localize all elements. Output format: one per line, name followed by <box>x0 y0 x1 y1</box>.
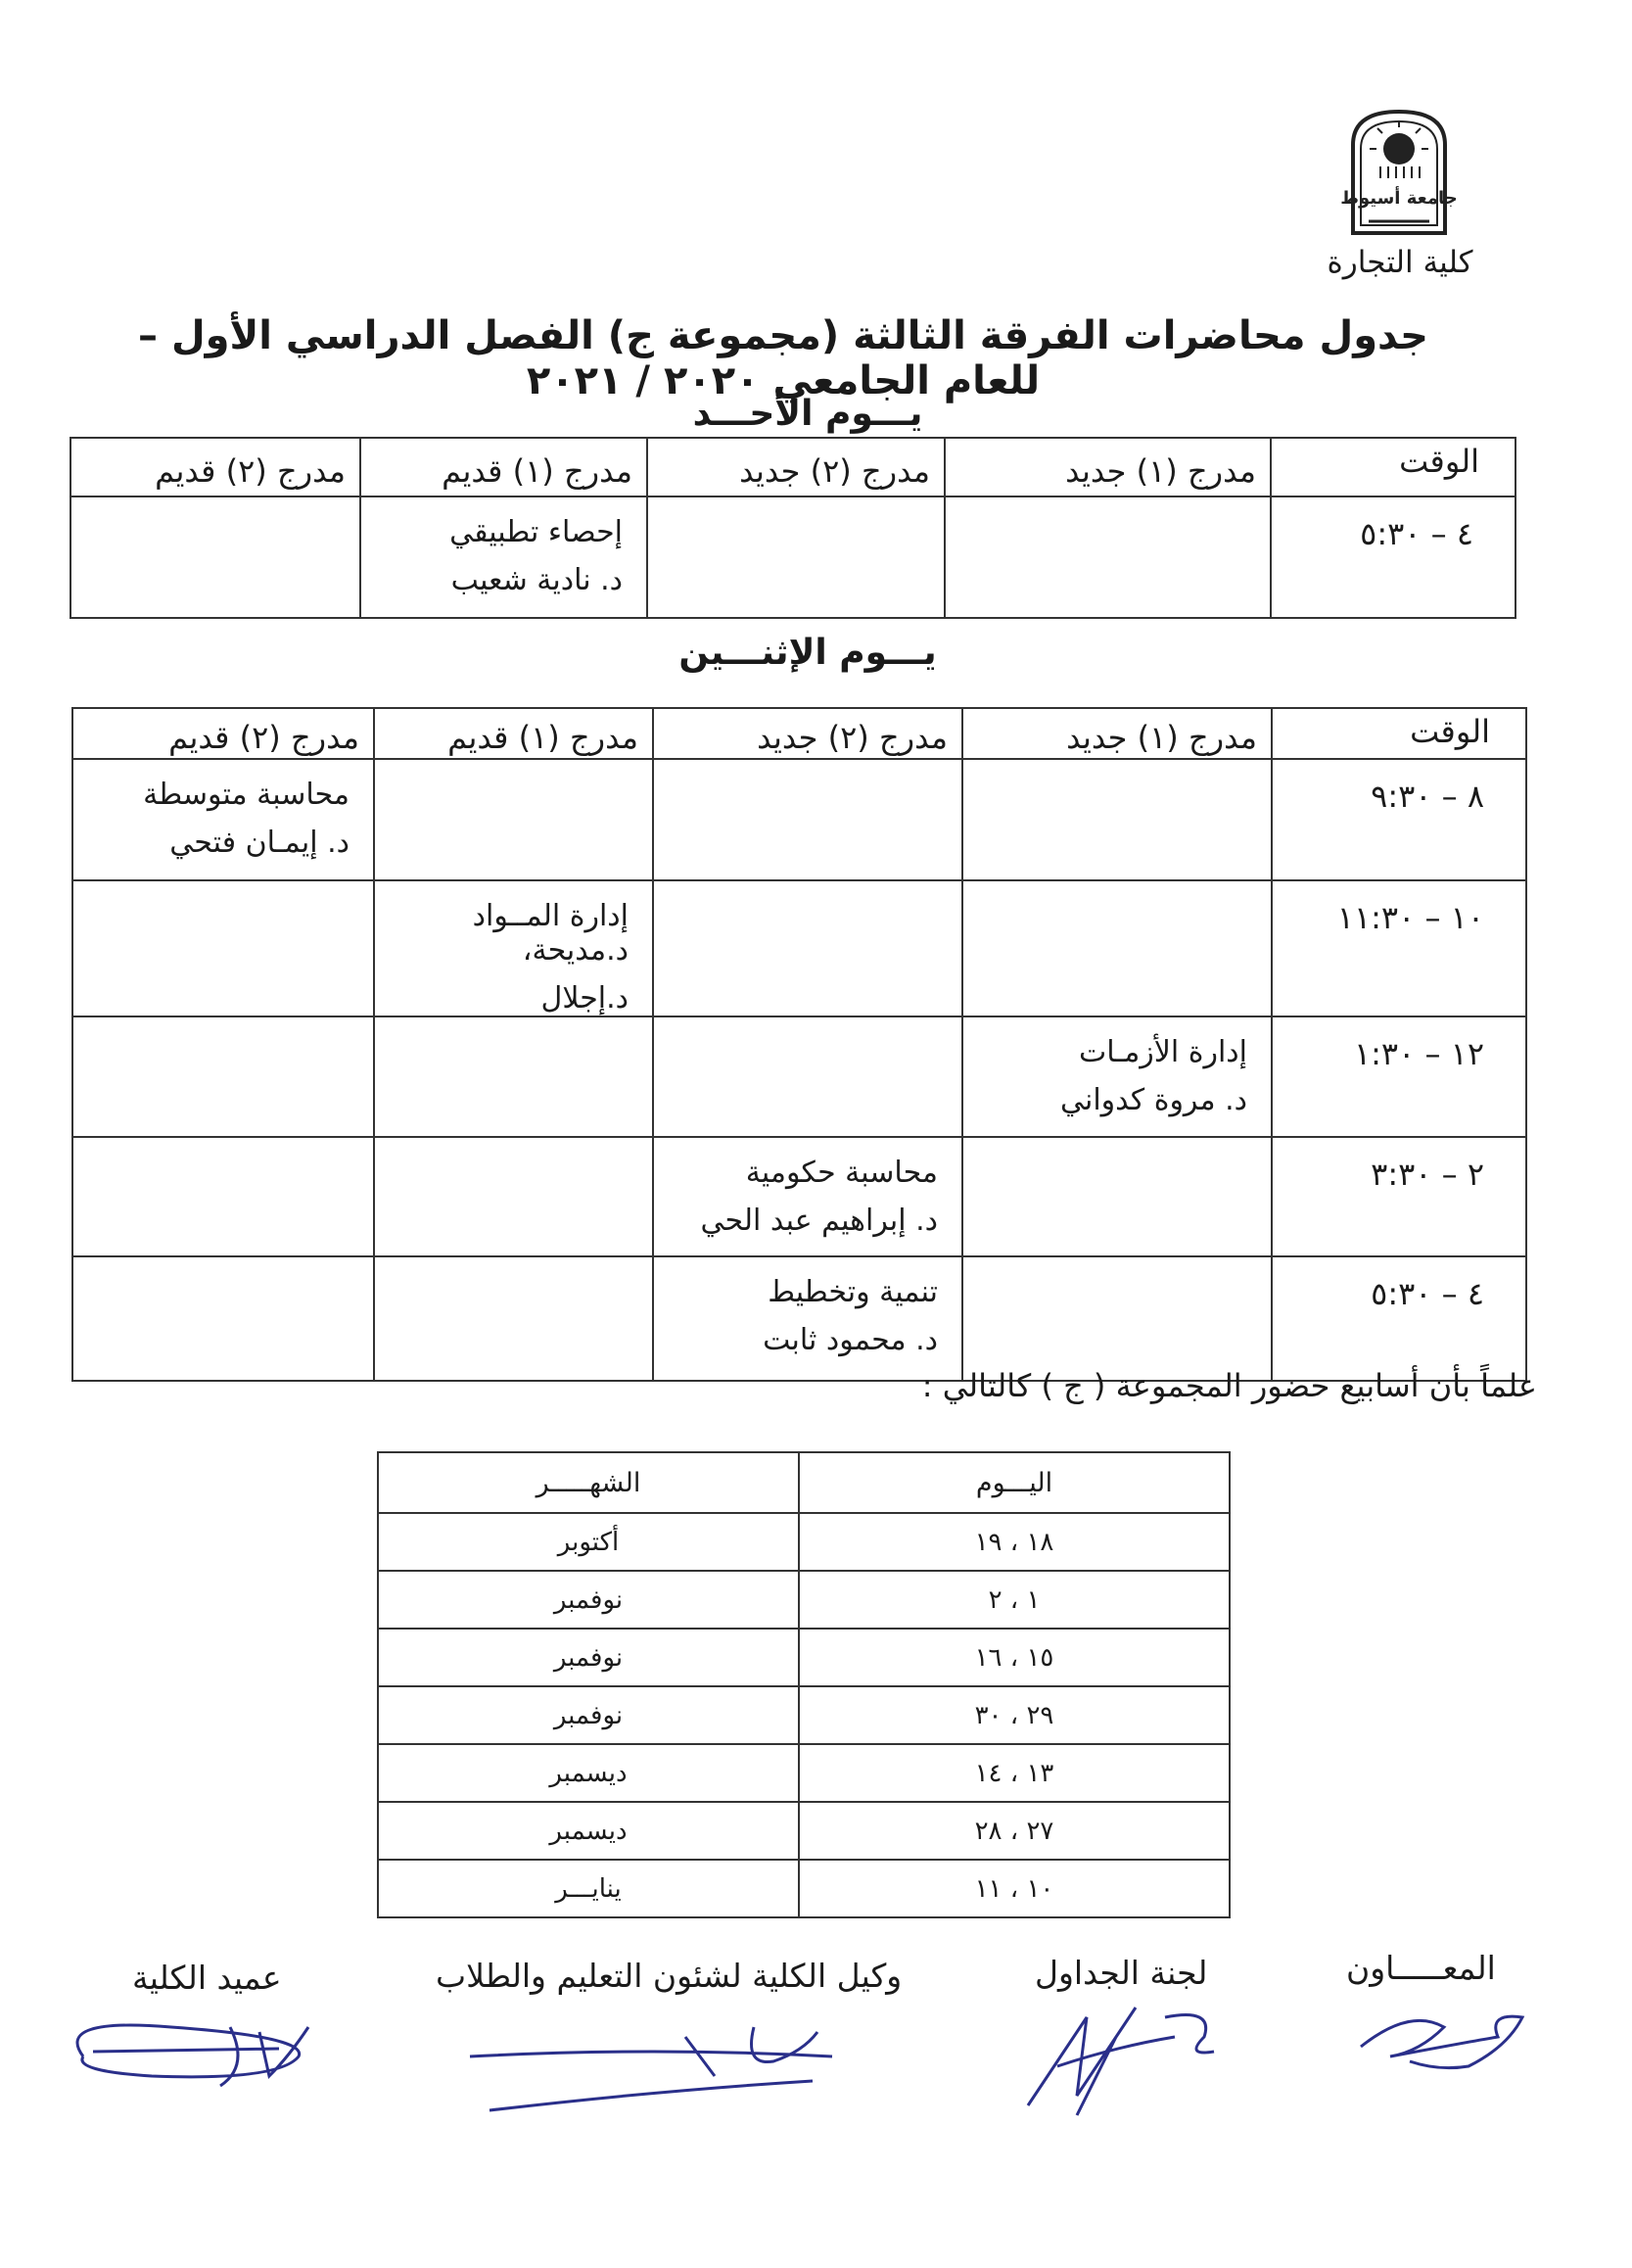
attendance-weeks-table <box>377 1451 1231 1918</box>
table-cell <box>653 1016 962 1137</box>
day-heading-monday: يـــوم الإثنـــين <box>678 633 937 673</box>
assistant-signature <box>1351 1988 1547 2086</box>
committee-signature <box>1018 1978 1253 2125</box>
col-header-hall1-old: مدرج (١) قديم <box>360 438 647 496</box>
table-cell <box>653 1256 962 1381</box>
sunday-schedule-table <box>70 437 1516 619</box>
table-cell <box>374 880 653 1016</box>
university-logo <box>1339 106 1459 238</box>
week-days: ٢٩ ، ٣٠ <box>799 1686 1230 1744</box>
time-slot: ٤ – ٥:٣٠ <box>1271 496 1515 618</box>
table-header-row <box>72 708 1526 759</box>
page-title: جدول محاضرات الفرقة الثالثة (مجموعة ج) الفصل الدراسي الأول – للعام الجامعي ٢٠٢٠ / ٢٠٢١ <box>138 313 1428 403</box>
table-cell <box>374 1137 653 1256</box>
signature-label-dean: عميد الكلية <box>132 1959 282 1997</box>
col-header-time: الوقت <box>1271 438 1515 496</box>
week-month: ينايـــر <box>378 1860 799 1917</box>
lecturer-name: د. مروة كدواني <box>1059 1083 1247 1117</box>
course-name: محاسبة حكومية <box>745 1156 938 1190</box>
table-cell <box>653 880 962 1016</box>
col-header-hall2-new: مدرج (٢) جديد <box>653 708 962 759</box>
table-row <box>72 1256 1526 1381</box>
col-header-hall1-new: مدرج (١) جديد <box>962 708 1272 759</box>
course-name: محاسبة متوسطة <box>143 778 350 812</box>
course-name: إدارة المــواد د.مديحة، <box>472 899 629 968</box>
week-days: ٢٧ ، ٢٨ <box>799 1802 1230 1860</box>
week-month: ديسمبر <box>378 1744 799 1802</box>
table-cell <box>374 759 653 880</box>
time-slot: ١٠ – ١١:٣٠ <box>1272 880 1526 1016</box>
time-slot: ٨ – ٩:٣٠ <box>1272 759 1526 880</box>
day-heading-sunday: يـــوم الأحـــد <box>692 394 923 434</box>
week-days: ١٥ ، ١٦ <box>799 1629 1230 1686</box>
table-row <box>72 1137 1526 1256</box>
lecturer-name: د. محمود ثابت <box>763 1323 938 1357</box>
table-cell <box>70 496 360 618</box>
time-slot: ٤ – ٥:٣٠ <box>1272 1256 1526 1381</box>
table-row <box>72 759 1526 880</box>
table-cell <box>962 1137 1272 1256</box>
time-slot: ١٢ – ١:٣٠ <box>1272 1016 1526 1137</box>
week-days: ١٣ ، ١٤ <box>799 1744 1230 1802</box>
week-month: أكتوبر <box>378 1513 799 1571</box>
col-header-time: الوقت <box>1272 708 1526 759</box>
monday-schedule-table <box>71 707 1527 1382</box>
course-name: إدارة الأزمـات <box>1079 1035 1247 1069</box>
week-month: نوفمبر <box>378 1686 799 1744</box>
table-cell <box>962 1016 1272 1137</box>
col-header-month: الشهـــــر <box>378 1452 799 1513</box>
table-row <box>72 1016 1526 1137</box>
col-header-hall2-old: مدرج (٢) قديم <box>72 708 374 759</box>
lecturer-name: د.إجلال <box>540 981 629 1016</box>
table-cell <box>72 759 374 880</box>
table-row <box>378 1860 1230 1917</box>
week-days: ١ ، ٢ <box>799 1571 1230 1629</box>
week-month: ديسمبر <box>378 1802 799 1860</box>
table-cell <box>653 1137 962 1256</box>
table-cell <box>72 1137 374 1256</box>
table-row <box>378 1686 1230 1744</box>
table-cell <box>962 759 1272 880</box>
table-cell <box>653 759 962 880</box>
table-cell <box>360 496 647 618</box>
table-cell <box>374 1016 653 1137</box>
table-cell <box>962 880 1272 1016</box>
attendance-note: علماً بأن أسابيع حضور المجموعة ( ج ) كالتالي : <box>921 1367 1537 1404</box>
col-header-hall2-old: مدرج (٢) قديم <box>70 438 360 496</box>
week-days: ١٨ ، ١٩ <box>799 1513 1230 1571</box>
time-slot: ٢ – ٣:٣٠ <box>1272 1137 1526 1256</box>
week-days: ١٠ ، ١١ <box>799 1860 1230 1917</box>
table-row <box>70 496 1515 618</box>
table-cell <box>72 1016 374 1137</box>
lecturer-name: د. إبراهيم عبد الحي <box>700 1204 938 1238</box>
table-row <box>72 880 1526 1016</box>
table-cell <box>72 880 374 1016</box>
table-row <box>378 1629 1230 1686</box>
course-name: تنمية وتخطيط <box>768 1275 938 1309</box>
signature-label-assistant: المعـــــاون <box>1346 1949 1496 1987</box>
lecturer-name: د. نادية شعيب <box>450 563 623 597</box>
table-row <box>378 1571 1230 1629</box>
week-month: نوفمبر <box>378 1629 799 1686</box>
signature-label-vice-dean: وكيل الكلية لشئون التعليم والطلاب <box>436 1957 903 1995</box>
col-header-hall2-new: مدرج (٢) جديد <box>647 438 945 496</box>
lecturer-name: د. إيمـان فتحي <box>169 826 350 860</box>
college-name: كلية التجارة <box>1327 245 1473 280</box>
table-cell <box>945 496 1271 618</box>
table-row <box>378 1744 1230 1802</box>
table-header-row <box>378 1452 1230 1513</box>
col-header-day: اليـــوم <box>799 1452 1230 1513</box>
table-row <box>378 1513 1230 1571</box>
vice-dean-signature <box>460 2008 852 2125</box>
week-month: نوفمبر <box>378 1571 799 1629</box>
table-cell <box>374 1256 653 1381</box>
table-header-row <box>70 438 1515 496</box>
table-cell <box>72 1256 374 1381</box>
table-row <box>378 1802 1230 1860</box>
col-header-hall1-old: مدرج (١) قديم <box>374 708 653 759</box>
signature-label-committee: لجنة الجداول <box>1035 1954 1208 1992</box>
course-name: إحصاء تطبيقي <box>449 515 623 549</box>
dean-signature <box>54 1998 348 2105</box>
col-header-hall1-new: مدرج (١) جديد <box>945 438 1271 496</box>
table-cell <box>962 1256 1272 1381</box>
table-cell <box>647 496 945 618</box>
logo-text: جامعة أسيوط <box>1340 188 1458 209</box>
